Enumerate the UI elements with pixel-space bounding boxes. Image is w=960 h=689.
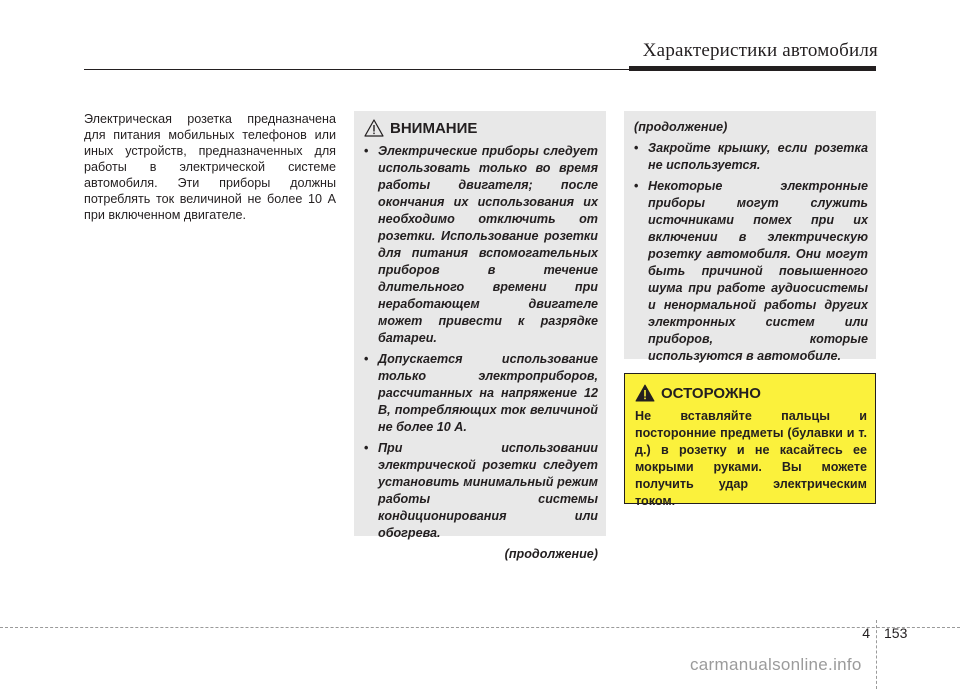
body-paragraph: Электрическая розетка предназначена для питания мобильных телефонов или иных устройств, предназначенных для работы в электрической системе автомобиля. Эти приборы должны потреблять ток величиной не более 10 А при включенном двигателе. (84, 112, 336, 222)
header-rule-thick (629, 66, 876, 71)
caution-text: Не вставляйте пальцы и посторонние предметы (булавки и т. д.) в розетку и не касайтесь ее мокрыми руками. Вы можете получить удар электрическим током. (635, 409, 867, 508)
footer-divider (876, 620, 877, 689)
warning-item: • При использовании электрической розетки следует установить минимальный режим работы системы кондиционирования или обогрева. (364, 440, 598, 542)
caution-box (624, 373, 876, 508)
warning-item: • Допускается использование только электроприборов, рассчитанных на напряжение 12 В, потребляющих ток величиной не более 10 А. (364, 351, 598, 436)
watermark: carmanualsonline.info (690, 655, 862, 674)
warning-continued-box (624, 111, 876, 363)
caution-title: ОСТОРОЖНО (661, 384, 761, 402)
warning-header (364, 119, 598, 137)
caution-triangle-icon (635, 384, 655, 402)
chapter-number: 4 (862, 625, 870, 641)
page-number: 153 (884, 625, 908, 641)
header-rule-thin (84, 69, 629, 70)
continued-item: • Закройте крышку, если розетка не используется. (634, 140, 868, 174)
warning-list (364, 143, 598, 542)
continued-label: (продолжение) (634, 120, 728, 134)
footer-rule (0, 627, 960, 628)
caution-header (635, 384, 867, 402)
warning-box (354, 111, 606, 561)
warning-title: ВНИМАНИЕ (390, 119, 478, 137)
warning-item: • Электрические приборы следует использовать только во время работы двигателя; после окончания их использования их необходимо отключить от розетки. Использование розетки для питания вспомогательных приборов в течение длительного времени при неработающем двигателе может привести к разрядке батареи. (364, 143, 598, 347)
continued-list (634, 140, 868, 365)
warning-continued-label: (продолжение) (504, 547, 598, 561)
warning-triangle-icon (364, 119, 384, 137)
section-title: Характеристики автомобиля (642, 40, 878, 61)
continued-item: • Некоторые электронные приборы могут служить источниками помех при их включении в электрическую розетку автомобиля. Они могут быть причиной повышенного шума при работе аудиосистемы и ненормальной работы других электронных систем или приборов, которые используются в автомобиле. (634, 178, 868, 365)
